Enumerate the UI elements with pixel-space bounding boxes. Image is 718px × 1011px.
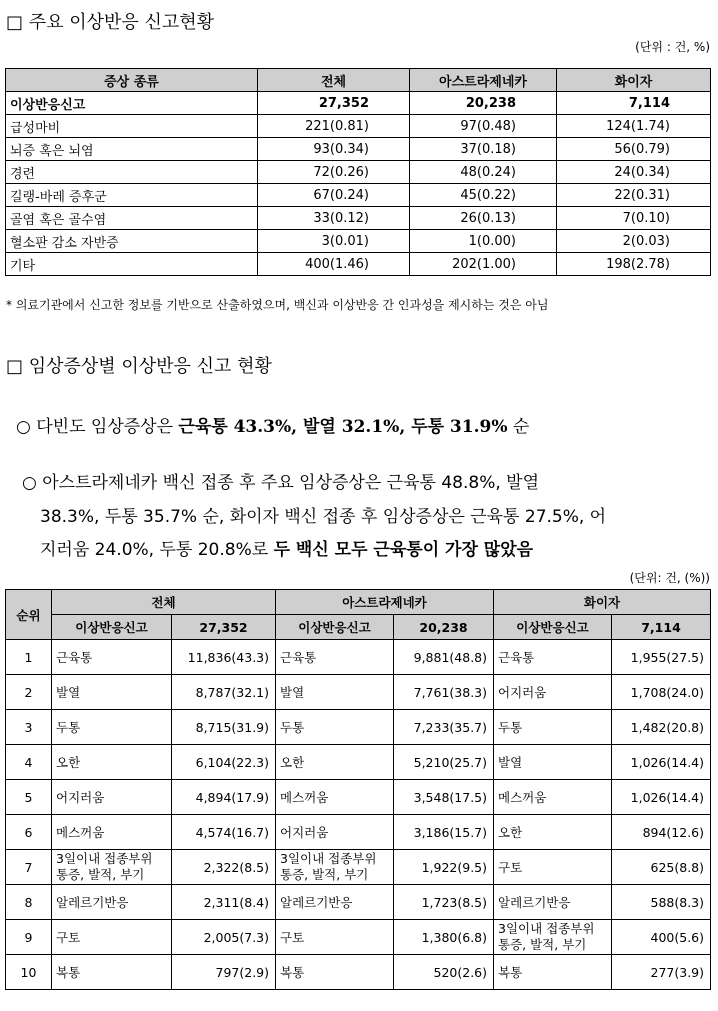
table1-row: [6, 253, 711, 276]
count-cell: 1,026(14.4): [612, 745, 711, 780]
rank-cell: 5: [6, 780, 52, 815]
section2-title: □ 임상증상별 이상반응 신고 현황: [6, 356, 272, 377]
rank-cell: 4: [6, 745, 52, 780]
rank-cell: 6: [6, 815, 52, 850]
count-cell: 797(2.9): [172, 955, 276, 990]
count-cell: 7,233(35.7): [394, 710, 494, 745]
bullet2-line3: [40, 533, 533, 567]
count-cell: 67(0.24): [258, 184, 410, 207]
symptom-cell: 메스꺼움: [276, 780, 394, 815]
symptom-cell: 길랭-바레 증후군: [6, 184, 258, 207]
count-cell: 72(0.26): [258, 161, 410, 184]
count-cell: 1,708(24.0): [612, 675, 711, 710]
symptom-cell: 메스꺼움: [494, 780, 612, 815]
table1-header-cell: 전체: [258, 69, 410, 92]
symptom-cell: 알레르기반응: [52, 885, 172, 920]
table1-row: [6, 184, 711, 207]
count-cell: 7,761(38.3): [394, 675, 494, 710]
symptom-cell: 골염 혹은 골수염: [6, 207, 258, 230]
symptom-cell: 오한: [276, 745, 394, 780]
symptom-cell: 근육통: [276, 640, 394, 675]
count-cell: 97(0.48): [410, 115, 557, 138]
bullet-frequent-symptoms: [16, 410, 529, 444]
total-label: 이상반응신고: [52, 615, 172, 640]
count-cell: 20,238: [410, 92, 557, 115]
table2-group-header-row: [6, 590, 711, 615]
count-cell: 37(0.18): [410, 138, 557, 161]
total-value: 7,114: [612, 615, 711, 640]
symptom-cell: 오한: [52, 745, 172, 780]
count-cell: 625(8.8): [612, 850, 711, 885]
symptom-cell: 뇌증 혹은 뇌염: [6, 138, 258, 161]
table2-row: [6, 675, 711, 710]
bullet1-prefix: ○ 다빈도 임상증상은: [16, 417, 179, 437]
symptom-cell: 복통: [276, 955, 394, 990]
symptom-cell: 3일이내 접종부위 통증, 발적, 부기: [52, 850, 172, 885]
count-cell: 894(12.6): [612, 815, 711, 850]
bullet1-suffix: 순: [507, 417, 530, 437]
count-cell: 45(0.22): [410, 184, 557, 207]
count-cell: 6,104(22.3): [172, 745, 276, 780]
total-value: 20,238: [394, 615, 494, 640]
table2-row: [6, 640, 711, 675]
table1-row: [6, 115, 711, 138]
count-cell: 400(5.6): [612, 920, 711, 955]
symptom-cell: 두통: [494, 710, 612, 745]
count-cell: 7,114: [557, 92, 711, 115]
count-cell: 26(0.13): [410, 207, 557, 230]
symptom-cell: 구토: [52, 920, 172, 955]
count-cell: 3,186(15.7): [394, 815, 494, 850]
count-cell: 4,894(17.9): [172, 780, 276, 815]
count-cell: 24(0.34): [557, 161, 711, 184]
count-cell: 5,210(25.7): [394, 745, 494, 780]
symptom-cell: 발열: [494, 745, 612, 780]
count-cell: 198(2.78): [557, 253, 711, 276]
table1-row: [6, 207, 711, 230]
total-value: 27,352: [172, 615, 276, 640]
table2-row: [6, 955, 711, 990]
symptom-cell: 어지러움: [276, 815, 394, 850]
symptom-cell: 급성마비: [6, 115, 258, 138]
count-cell: 2,005(7.3): [172, 920, 276, 955]
symptom-cell: 기타: [6, 253, 258, 276]
count-cell: 7(0.10): [557, 207, 711, 230]
count-cell: 27,352: [258, 92, 410, 115]
symptom-cell: 어지러움: [52, 780, 172, 815]
symptom-cell: 복통: [52, 955, 172, 990]
count-cell: 33(0.12): [258, 207, 410, 230]
count-cell: 22(0.31): [557, 184, 711, 207]
table1-header-cell: 증상 종류: [6, 69, 258, 92]
symptom-cell: 알레르기반응: [494, 885, 612, 920]
symptom-cell: 근육통: [52, 640, 172, 675]
bullet2-line3-a: 지러움 24.0%, 두통 20.8%로: [40, 540, 274, 560]
count-cell: 400(1.46): [258, 253, 410, 276]
count-cell: 1,922(9.5): [394, 850, 494, 885]
rank-cell: 8: [6, 885, 52, 920]
count-cell: 221(0.81): [258, 115, 410, 138]
symptom-cell: 근육통: [494, 640, 612, 675]
count-cell: 1,723(8.5): [394, 885, 494, 920]
table2-row: [6, 710, 711, 745]
section1-title: □ 주요 이상반응 신고현황: [6, 12, 215, 33]
table2-row: [6, 780, 711, 815]
count-cell: 48(0.24): [410, 161, 557, 184]
section1-unit: (단위 : 건, %): [635, 40, 710, 54]
group-header: 화이자: [494, 590, 711, 615]
count-cell: 1,482(20.8): [612, 710, 711, 745]
symptom-cell: 어지러움: [494, 675, 612, 710]
count-cell: 3(0.01): [258, 230, 410, 253]
count-cell: 1(0.00): [410, 230, 557, 253]
count-cell: 2(0.03): [557, 230, 711, 253]
clinical-symptom-table: [5, 589, 711, 990]
section1-note: * 의료기관에서 신고한 정보를 기반으로 산출하였으며, 백신과 이상반응 간 인과성을 제시하는 것은 아님: [6, 298, 549, 312]
section2-unit: (단위: 건, (%)): [629, 571, 710, 585]
bullet2-line1: ○ 아스트라제네카 백신 접종 후 주요 임상증상은 근육통 48.8%, 발열: [22, 473, 540, 493]
symptom-cell: 두통: [276, 710, 394, 745]
count-cell: 3,548(17.5): [394, 780, 494, 815]
rank-cell: 7: [6, 850, 52, 885]
count-cell: 202(1.00): [410, 253, 557, 276]
adverse-reaction-table: [5, 68, 711, 276]
rank-cell: 1: [6, 640, 52, 675]
rank-cell: 2: [6, 675, 52, 710]
count-cell: 520(2.6): [394, 955, 494, 990]
count-cell: 277(3.9): [612, 955, 711, 990]
symptom-cell: 이상반응신고: [6, 92, 258, 115]
table2-row: [6, 850, 711, 885]
symptom-cell: 발열: [276, 675, 394, 710]
count-cell: 56(0.79): [557, 138, 711, 161]
table1-row: [6, 161, 711, 184]
symptom-cell: 3일이내 접종부위 통증, 발적, 부기: [494, 920, 612, 955]
total-label: 이상반응신고: [494, 615, 612, 640]
bullet2-line2: 38.3%, 두통 35.7% 순, 화이자 백신 접종 후 임상증상은 근육통 27.5%, 어: [40, 507, 607, 527]
rank-cell: 3: [6, 710, 52, 745]
count-cell: 8,787(32.1): [172, 675, 276, 710]
count-cell: 588(8.3): [612, 885, 711, 920]
table1-row: [6, 92, 711, 115]
count-cell: 124(1.74): [557, 115, 711, 138]
count-cell: 1,026(14.4): [612, 780, 711, 815]
table1-header-cell: 아스트라제네카: [410, 69, 557, 92]
count-cell: 4,574(16.7): [172, 815, 276, 850]
count-cell: 9,881(48.8): [394, 640, 494, 675]
table1-header-row: [6, 69, 711, 92]
count-cell: 1,955(27.5): [612, 640, 711, 675]
table2-row: [6, 920, 711, 955]
symptom-cell: 구토: [276, 920, 394, 955]
symptom-cell: 3일이내 접종부위 통증, 발적, 부기: [276, 850, 394, 885]
table1-header-cell: 화이자: [557, 69, 711, 92]
table2-row: [6, 815, 711, 850]
table2-row: [6, 745, 711, 780]
symptom-cell: 발열: [52, 675, 172, 710]
table2-total-row: [6, 615, 711, 640]
count-cell: 11,836(43.3): [172, 640, 276, 675]
count-cell: 1,380(6.8): [394, 920, 494, 955]
rank-header: 순위: [6, 590, 52, 640]
group-header: 아스트라제네카: [276, 590, 494, 615]
symptom-cell: 혈소판 감소 자반증: [6, 230, 258, 253]
bullet2-line3-b: 두 백신 모두 근육통이 가장 많았음: [273, 540, 534, 560]
symptom-cell: 오한: [494, 815, 612, 850]
symptom-cell: 복통: [494, 955, 612, 990]
symptom-cell: 두통: [52, 710, 172, 745]
total-label: 이상반응신고: [276, 615, 394, 640]
table1-row: [6, 230, 711, 253]
group-header: 전체: [52, 590, 276, 615]
bullet1-bold: 근육통 43.3%, 발열 32.1%, 두통 31.9%: [178, 417, 508, 437]
rank-cell: 9: [6, 920, 52, 955]
symptom-cell: 경련: [6, 161, 258, 184]
count-cell: 8,715(31.9): [172, 710, 276, 745]
table1-row: [6, 138, 711, 161]
count-cell: 2,322(8.5): [172, 850, 276, 885]
table2-row: [6, 885, 711, 920]
count-cell: 2,311(8.4): [172, 885, 276, 920]
count-cell: 93(0.34): [258, 138, 410, 161]
symptom-cell: 구토: [494, 850, 612, 885]
symptom-cell: 알레르기반응: [276, 885, 394, 920]
symptom-cell: 메스꺼움: [52, 815, 172, 850]
rank-cell: 10: [6, 955, 52, 990]
